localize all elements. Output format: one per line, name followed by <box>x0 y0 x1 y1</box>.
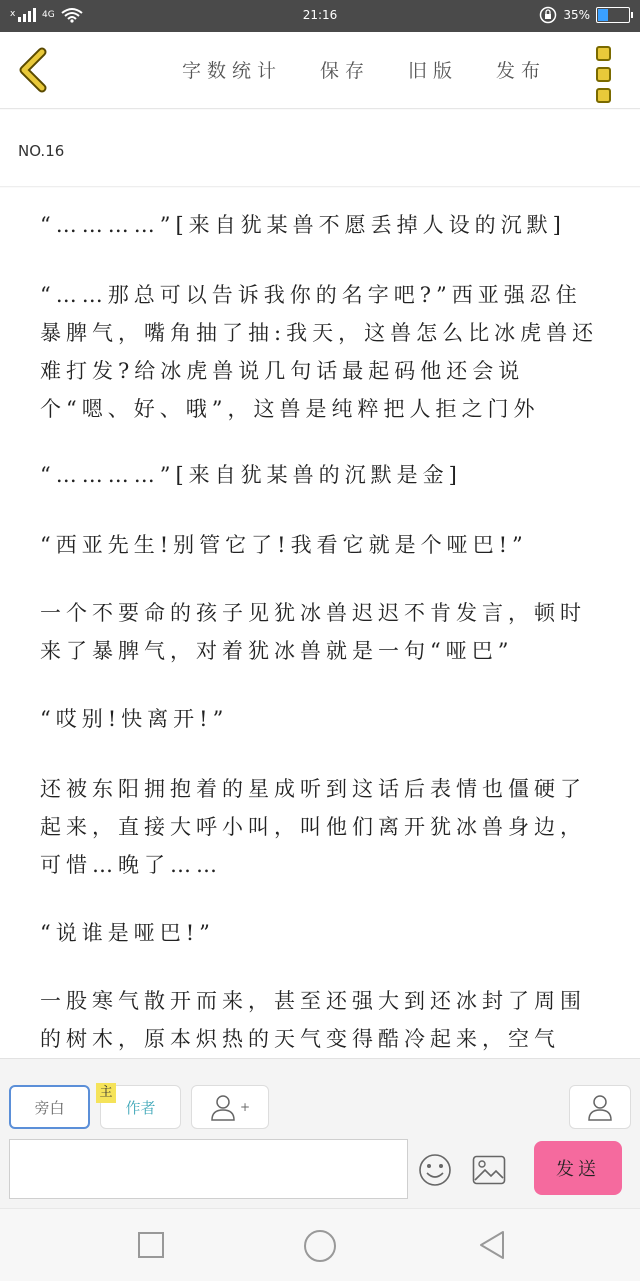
emoji-button[interactable] <box>418 1153 452 1191</box>
back-nav-icon[interactable] <box>476 1229 506 1261</box>
paragraph: “…………”[来自犹某兽不愿丢掉人设的沉默] <box>40 213 566 237</box>
word-count-button[interactable]: 字数统计 <box>182 60 283 82</box>
image-icon <box>472 1155 506 1185</box>
back-button[interactable] <box>14 46 54 94</box>
message-input[interactable] <box>9 1139 408 1199</box>
chapter-header[interactable] <box>0 110 640 187</box>
author-badge: 主 <box>96 1083 116 1103</box>
add-character-button[interactable] <box>191 1085 269 1129</box>
paragraph: “哎别!快离开!” <box>40 707 229 731</box>
person-icon <box>587 1093 613 1121</box>
add-plus-label: + <box>239 1100 251 1114</box>
chevron-left-icon <box>14 46 54 94</box>
more-dot-icon <box>596 67 611 82</box>
emoji-icon <box>418 1153 452 1187</box>
svg-text:x: x <box>10 9 16 19</box>
home-icon[interactable] <box>303 1229 337 1263</box>
network-type: 4G <box>42 10 55 20</box>
send-button[interactable]: 发送 <box>534 1141 622 1195</box>
clock: 21:16 <box>302 8 338 22</box>
status-right <box>539 6 630 24</box>
author-role-button[interactable]: 作者 <box>100 1085 181 1129</box>
old-version-button[interactable]: 旧版 <box>408 60 459 82</box>
paragraph: 一个不要命的孩子见犹冰兽迟迟不肯发言，顿时来了暴脾气，对着犹冰兽就是一句“哑巴” <box>40 601 586 663</box>
story-content[interactable] <box>0 188 640 1058</box>
paragraph: 一股寒气散开而来，甚至还强大到还冰封了周围的树木，原本炽热的天气变得酷冷起来，空气 <box>40 989 586 1051</box>
more-dot-icon <box>596 46 611 61</box>
battery-fill <box>598 9 608 21</box>
recent-apps-icon[interactable] <box>137 1231 165 1259</box>
paragraph: “…………”[来自犹某兽的沉默是金] <box>40 463 462 487</box>
battery-icon <box>596 7 630 23</box>
chapter-number: NO.16 <box>18 142 65 160</box>
toolbar-menu <box>182 56 584 83</box>
person-icon <box>210 1093 236 1121</box>
composer-panel <box>0 1058 640 1209</box>
rotation-lock-icon <box>539 6 557 24</box>
paragraph: “西亚先生!别管它了!我看它就是个哑巴!” <box>40 533 528 557</box>
paragraph: 还被东阳拥抱着的星成听到这话后表情也僵硬了起来，直接大呼小叫，叫他们离开犹冰兽身边，可惜…晚了…… <box>40 777 586 877</box>
system-nav-bar <box>0 1208 640 1281</box>
character-list-button[interactable] <box>569 1085 631 1129</box>
editor-toolbar <box>0 32 640 109</box>
battery-percent: 35% <box>563 8 590 22</box>
more-dot-icon <box>596 88 611 103</box>
publish-button[interactable]: 发布 <box>496 60 547 82</box>
paragraph: “……那总可以告诉我你的名字吧?”西亚强忍住暴脾气，嘴角抽了抽:我天，这兽怎么比冰虎兽还难打发?给冰虎兽说几句话最起码他还会说个“嗯、好、哦”，这兽是纯粹把人拒之门外 <box>40 283 599 421</box>
image-button[interactable] <box>472 1155 506 1189</box>
save-button[interactable]: 保存 <box>320 60 371 82</box>
narration-role-button[interactable]: 旁白 <box>9 1085 90 1129</box>
status-bar <box>0 0 640 32</box>
paragraph: “说谁是哑巴!” <box>40 921 215 945</box>
more-menu-button[interactable] <box>596 46 612 109</box>
